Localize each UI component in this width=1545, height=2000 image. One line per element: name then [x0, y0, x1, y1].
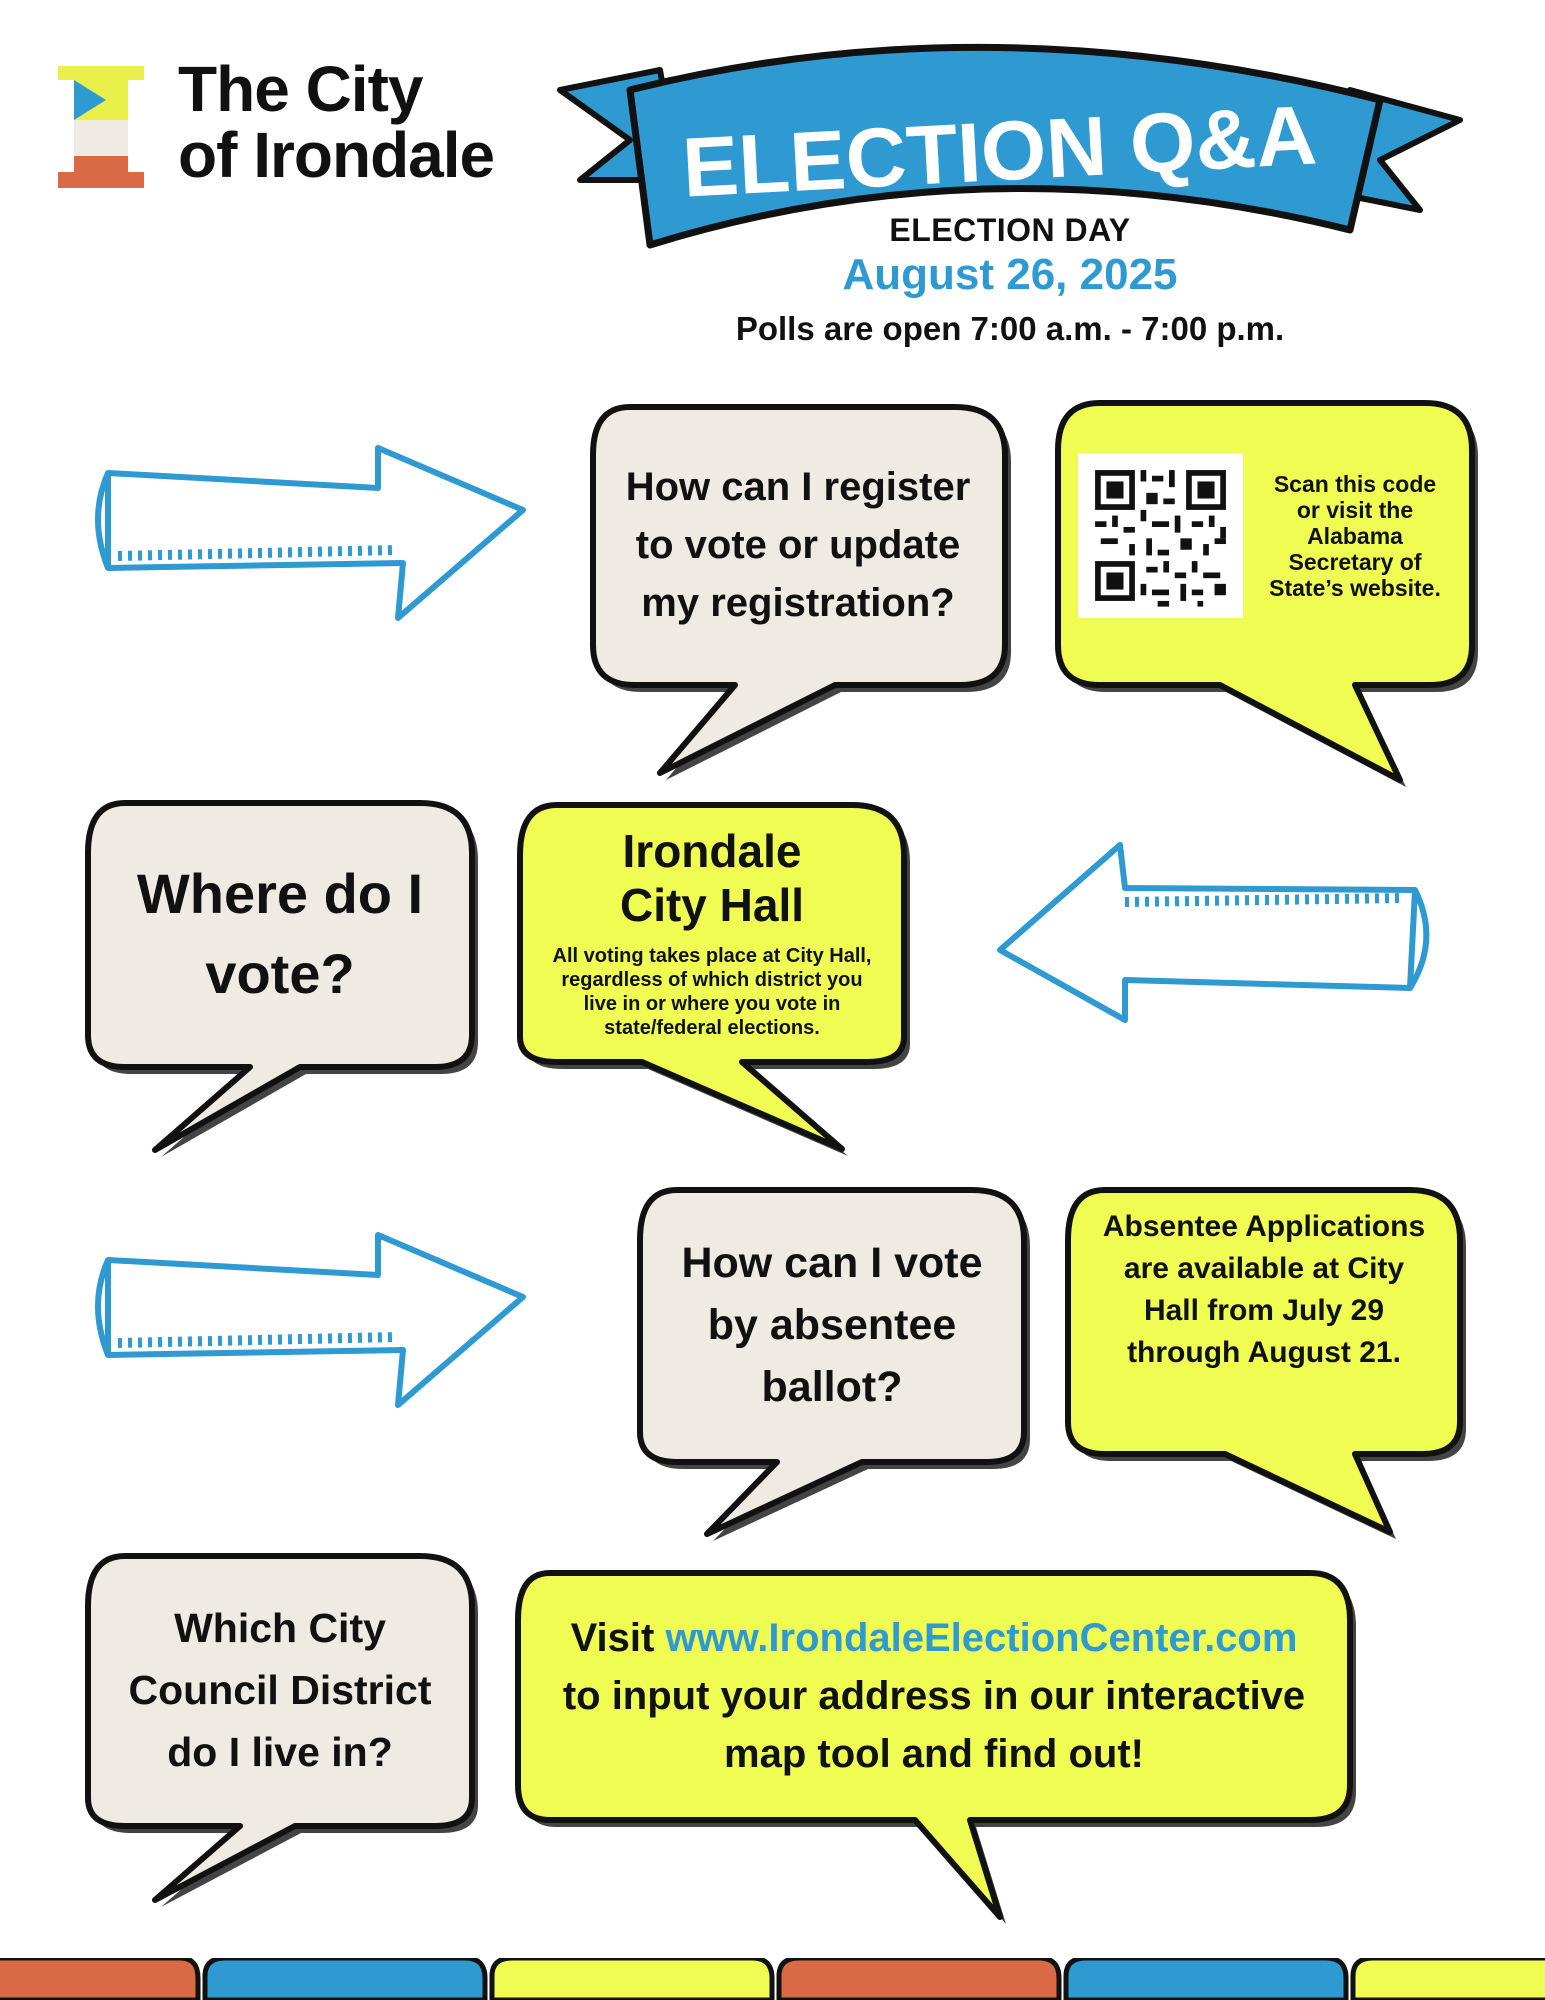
answer-line: Absentee Applications — [1102, 1210, 1426, 1243]
visit-text: Visit — [570, 1615, 666, 1660]
question-bubble-absentee — [632, 1182, 1032, 1542]
question-line: Which City — [174, 1605, 386, 1651]
answer-line: to input your address in our interactive — [562, 1673, 1306, 1718]
answer-bubble-where-vote — [512, 797, 912, 1157]
election-center-link[interactable]: www.IrondaleElectionCenter.com — [665, 1615, 1298, 1660]
answer-bubble-district — [510, 1565, 1360, 1925]
election-date: August 26, 2025 — [842, 250, 1178, 299]
arrow-right-icon — [78, 438, 528, 623]
answer-line: Scan this code — [1273, 470, 1437, 497]
answer-bubble-register — [1050, 395, 1480, 785]
question-line: Where do I — [136, 862, 424, 925]
question-bubble-where-vote — [80, 795, 480, 1155]
arrow-left-icon — [995, 840, 1445, 1025]
city-name-line1: The City — [178, 53, 423, 125]
answer-line: are available at City — [1123, 1252, 1405, 1285]
question-line: do I live in? — [167, 1729, 393, 1775]
answer-line: regardless of which district you — [561, 968, 863, 991]
question-line: to vote or update — [635, 523, 961, 567]
question-bubble-district — [80, 1548, 480, 1908]
question-line: How can I vote — [681, 1239, 983, 1287]
banner-title: ELECTION Q&A — [680, 87, 1319, 215]
answer-line: through August 21. — [1127, 1336, 1401, 1369]
answer-line: State’s website. — [1269, 574, 1441, 601]
answer-line: or visit the — [1296, 496, 1414, 523]
question-line: How can I register — [625, 465, 971, 509]
answer-line: Hall from July 29 — [1143, 1294, 1385, 1327]
answer-line: live in or where you vote in — [583, 992, 841, 1015]
question-line: ballot? — [761, 1363, 903, 1411]
question-line: Council District — [128, 1667, 432, 1713]
answer-title-line: Irondale — [622, 824, 802, 877]
question-line: vote? — [205, 942, 355, 1005]
answer-line: Secretary of — [1288, 548, 1422, 575]
city-name — [178, 53, 495, 191]
qr-code-icon[interactable] — [1078, 453, 1243, 618]
election-day-label: ELECTION DAY — [889, 212, 1131, 248]
poll-hours: Polls are open 7:00 a.m. - 7:00 p.m. — [735, 310, 1285, 347]
arrow-right-icon — [78, 1225, 528, 1410]
answer-bubble-absentee — [1060, 1182, 1470, 1542]
question-line: my registration? — [641, 581, 955, 625]
city-name-line2: of Irondale — [178, 119, 495, 191]
answer-line: map tool and find out! — [724, 1731, 1144, 1776]
footer-color-band — [0, 1958, 1545, 2000]
question-line: by absentee — [707, 1301, 957, 1349]
answer-line: state/federal elections. — [604, 1016, 820, 1039]
answer-line: Alabama — [1307, 522, 1403, 549]
city-logo-icon — [58, 66, 144, 188]
answer-title-line: City Hall — [619, 878, 805, 931]
answer-line: All voting takes place at City Hall, — [552, 944, 872, 967]
question-bubble-register — [585, 395, 1015, 775]
